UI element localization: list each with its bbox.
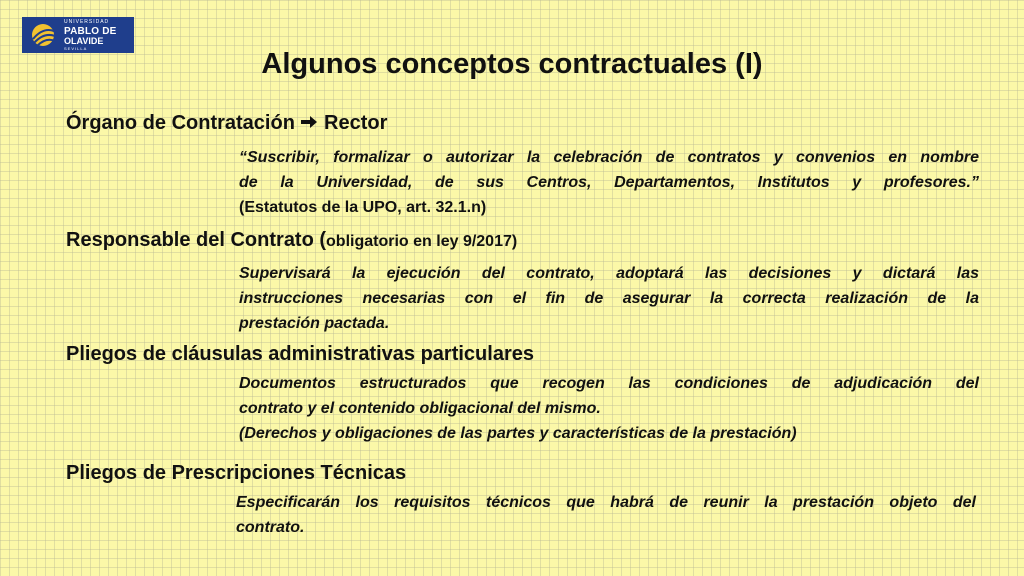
logo-wordmark: [64, 20, 117, 51]
section-body-responsable: [239, 261, 979, 336]
section-body-prescripciones: [236, 490, 976, 540]
right-arrow-icon: [300, 114, 318, 130]
heading-tail: Rector: [324, 112, 388, 134]
heading-text: Pliegos de cláusulas administrativas particulares: [66, 343, 534, 365]
body-line: instrucciones necesarias con el fin de asegurar la correcta realización de la: [239, 290, 979, 307]
section-body-organo: [239, 145, 979, 220]
heading-text: Responsable del Contrato (: [66, 229, 327, 251]
body-line: Supervisará la ejecución del contrato, adoptará las decisiones y dictará las: [239, 265, 979, 282]
body-line: contrato y el contenido obligacional del mismo.: [239, 400, 601, 417]
body-line: “Suscribir, formalizar o autorizar la celebración de contratos y convenios en nombre: [239, 149, 979, 166]
logo-main-text: PABLO DE: [64, 25, 117, 37]
body-line: (Derechos y obligaciones de las partes y características de la prestación): [239, 425, 797, 442]
heading-note: obligatorio en ley 9/2017): [326, 233, 518, 250]
slide-title: Algunos conceptos contractuales (I): [261, 48, 763, 80]
body-line: Especificarán los requisitos técnicos que habrá de reunir la prestación objeto del: [236, 494, 976, 511]
section-heading-organo: [66, 112, 387, 135]
sun-emblem-icon: [25, 20, 61, 50]
body-line: de la Universidad, de sus Centros, Departamentos, Institutos y profesores.”: [239, 174, 979, 191]
heading-text: Órgano de Contratación: [66, 112, 295, 134]
logo-bottom-text: SEVILLA: [64, 45, 88, 51]
body-line: Documentos estructurados que recogen las condiciones de adjudicación del: [239, 375, 979, 392]
section-heading-prescripciones: [66, 462, 406, 485]
logo-top-text: UNIVERSIDAD: [64, 18, 110, 25]
logo-sub-text: OLAVIDE: [64, 35, 104, 46]
section-heading-pliegos-clausulas: [66, 343, 534, 366]
body-line: prestación pactada.: [239, 315, 390, 332]
section-heading-responsable: [66, 229, 517, 252]
body-line: contrato.: [236, 519, 305, 536]
section-body-pliegos-clausulas: [239, 371, 979, 446]
body-line: (Estatutos de la UPO, art. 32.1.n): [239, 199, 487, 216]
heading-text: Pliegos de Prescripciones Técnicas: [66, 462, 407, 484]
